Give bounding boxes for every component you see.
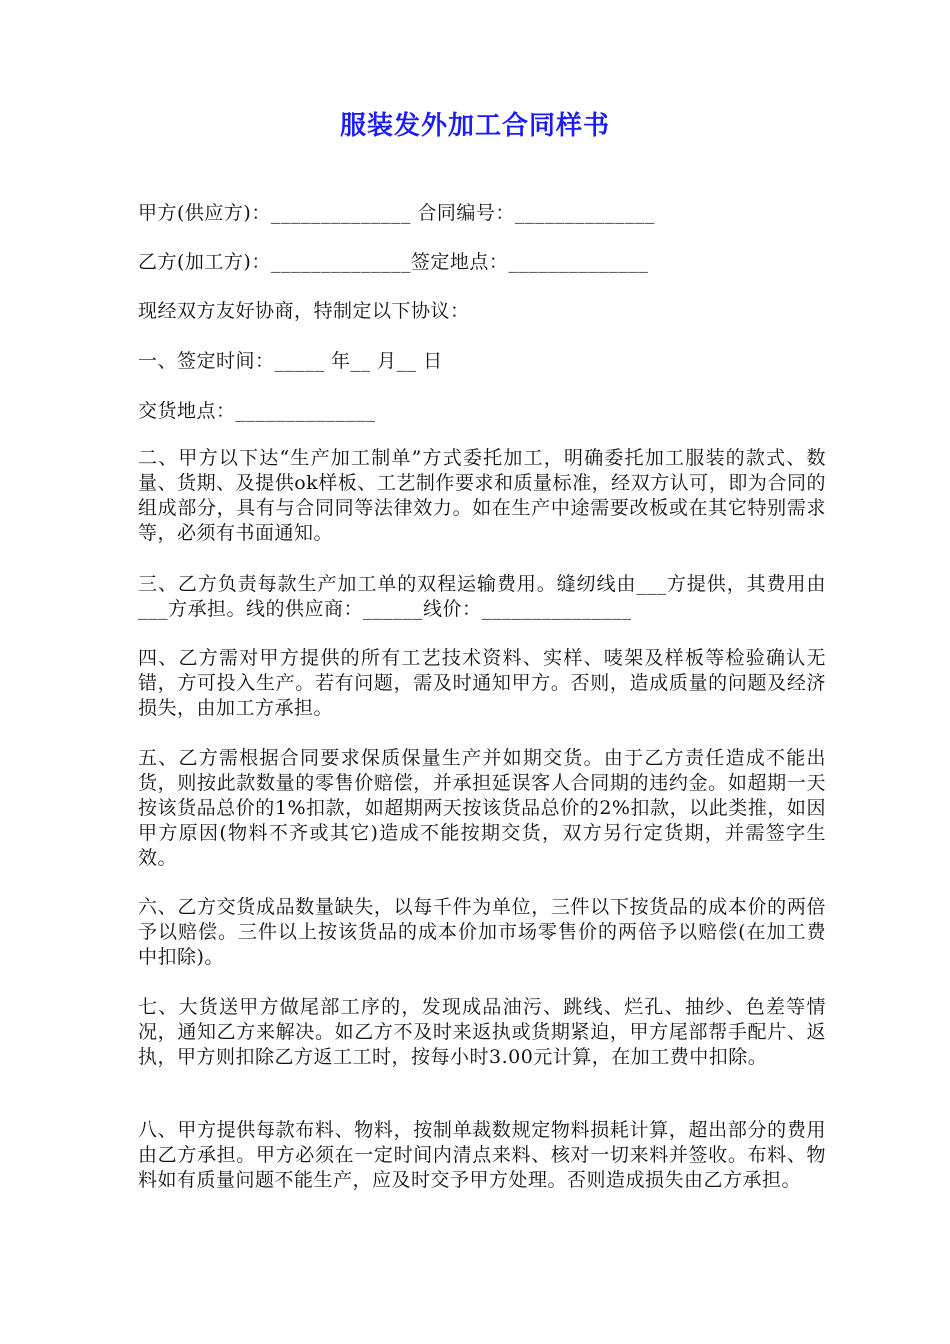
signing-date-line: 一、签定时间：_____ 年__ 月__ 日: [138, 350, 443, 372]
party-b-line: 乙方(加工方)：______________签定地点：______________: [138, 251, 649, 273]
preamble-line: 现经双方友好协商，特制定以下协议：: [138, 300, 470, 322]
clause-2: 二、甲方以下达“生产加工制单”方式委托加工，明确委托加工服装的款式、数量、货期、及提供ok样板、工艺制作要求和质量标准，经双方认可，即为合同的组成部分，具有与合同同等法律效力。如在生产中途需要改板或在其它特别需求等，必须有书面通知。: [138, 447, 826, 544]
clause-8: 八、甲方提供每款布料、物料，按制单裁数规定物料损耗计算，超出部分的费用由乙方承担。甲方必须在一定时间内清点来料、核对一切来料并签收。布料、物料如有质量问题不能生产，应及时交予甲方处理。否则造成损失由乙方承担。: [138, 1119, 826, 1191]
document-title: 服装发外加工合同样书: [339, 111, 610, 141]
clause-5: 五、乙方需根据合同要求保质保量生产并如期交货。由于乙方责任造成不能出货，则按此款数量的零售价赔偿，并承担延误客人合同期的违约金。如超期一天按该货品总价的1%扣款，如超期两天按该货品总价的2%扣款，以此类推，如因甲方原因(物料不齐或其它)造成不能按期交货，双方另行定货期，并需签字生效。: [138, 747, 826, 869]
clause-3: 三、乙方负责每款生产加工单的双程运输费用。缝纫线由___方提供，其费用由___方承担。线的供应商：______线价：_______________: [138, 573, 826, 620]
clause-6: 六、乙方交货成品数量缺失，以每千件为单位，三件以下按货品的成本价的两倍予以赔偿。三件以上按该货品的成本价加市场零售价的两倍予以赔偿(在加工费中扣除)。: [138, 896, 826, 968]
clause-4: 四、乙方需对甲方提供的所有工艺技术资料、实样、唛架及样板等检验确认无错，方可投入生产。若有问题，需及时通知甲方。否则，造成质量的问题及经济损失，由加工方承担。: [138, 647, 826, 719]
party-a-line: 甲方(供应方)：______________ 合同编号：______________: [138, 202, 655, 224]
delivery-place-line: 交货地点：______________: [138, 400, 376, 422]
clause-7: 七、大货送甲方做尾部工序的，发现成品油污、跳线、烂孔、抽纱、色差等情况，通知乙方来解决。如乙方不及时来返执或货期紧迫，甲方尾部帮手配片、返执，甲方则扣除乙方返工工时，按每小时3.00元计算，在加工费中扣除。: [138, 996, 826, 1068]
